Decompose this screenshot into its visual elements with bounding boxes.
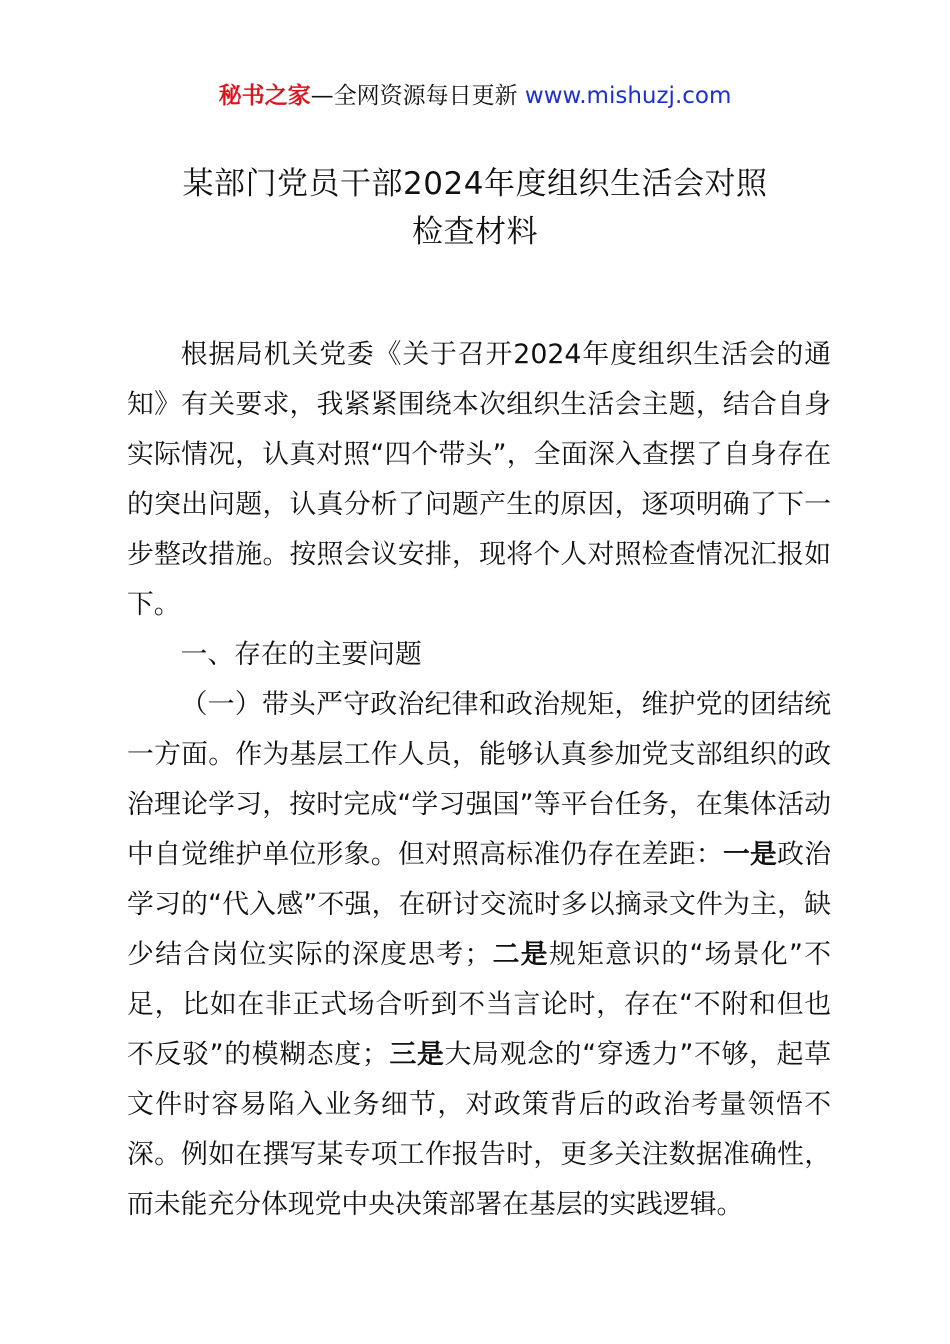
point-3-text: 大局观念的“穿透力”不够，起草文件时容易陷入业务细节，对政策背后的政治考量领悟不深。例如在撰写某专项工作报告时，更多关注数据准确性，而未能充分体现党中央决策部署在基层的实践逻辑。 <box>127 1039 832 1220</box>
point-1-label: 一是 <box>722 839 778 870</box>
site-url-link[interactable]: www.mishuzj.com <box>524 83 732 109</box>
intro-paragraph: 根据局机关党委《关于召开2024年度组织生活会的通知》有关要求，我紧紧围绕本次组织生活会主题，结合自身实际情况，认真对照“四个带头”，全面深入查摆了自身存在的突出问题，认真分析了问题产生的原因，逐项明确了下一步整改措施。按照会议安排，现将个人对照检查情况汇报如下。 <box>127 339 831 620</box>
point-2-text: 规矩意识的“场景化”不足，比如在非正式场合听到不当言论时，存在“不附和但也不反驳”的模糊态度； <box>127 939 832 1070</box>
section-item-paragraph <box>127 680 831 1230</box>
section-heading: 一、存在的主要问题 <box>180 639 422 670</box>
banner-tagline: —全网资源每日更新 <box>310 83 518 109</box>
point-2-label: 二是 <box>491 939 549 970</box>
item-lead-text: （一）带头严守政治纪律和政治规矩，维护党的团结统一方面。作为基层工作人员，能够认真参加党支部组织的政治理论学习，按时完成“学习强国”等平台任务，在集体活动中自觉维护单位形象。但对照高标准仍存在差距： <box>127 689 831 870</box>
document-title <box>0 160 950 256</box>
point-3-label: 三是 <box>388 1039 445 1070</box>
brand-name[interactable]: 秘书之家 <box>218 83 311 109</box>
site-banner <box>0 80 950 112</box>
document-body <box>127 330 831 1230</box>
title-line-1: 某部门党员干部2024年度组织生活会对照 <box>182 166 768 202</box>
point-1-text: 政治学习的“代入感”不强，在研讨交流时多以摘录文件为主，缺少结合岗位实际的深度思考； <box>127 839 832 970</box>
title-line-2: 检查材料 <box>412 214 538 250</box>
